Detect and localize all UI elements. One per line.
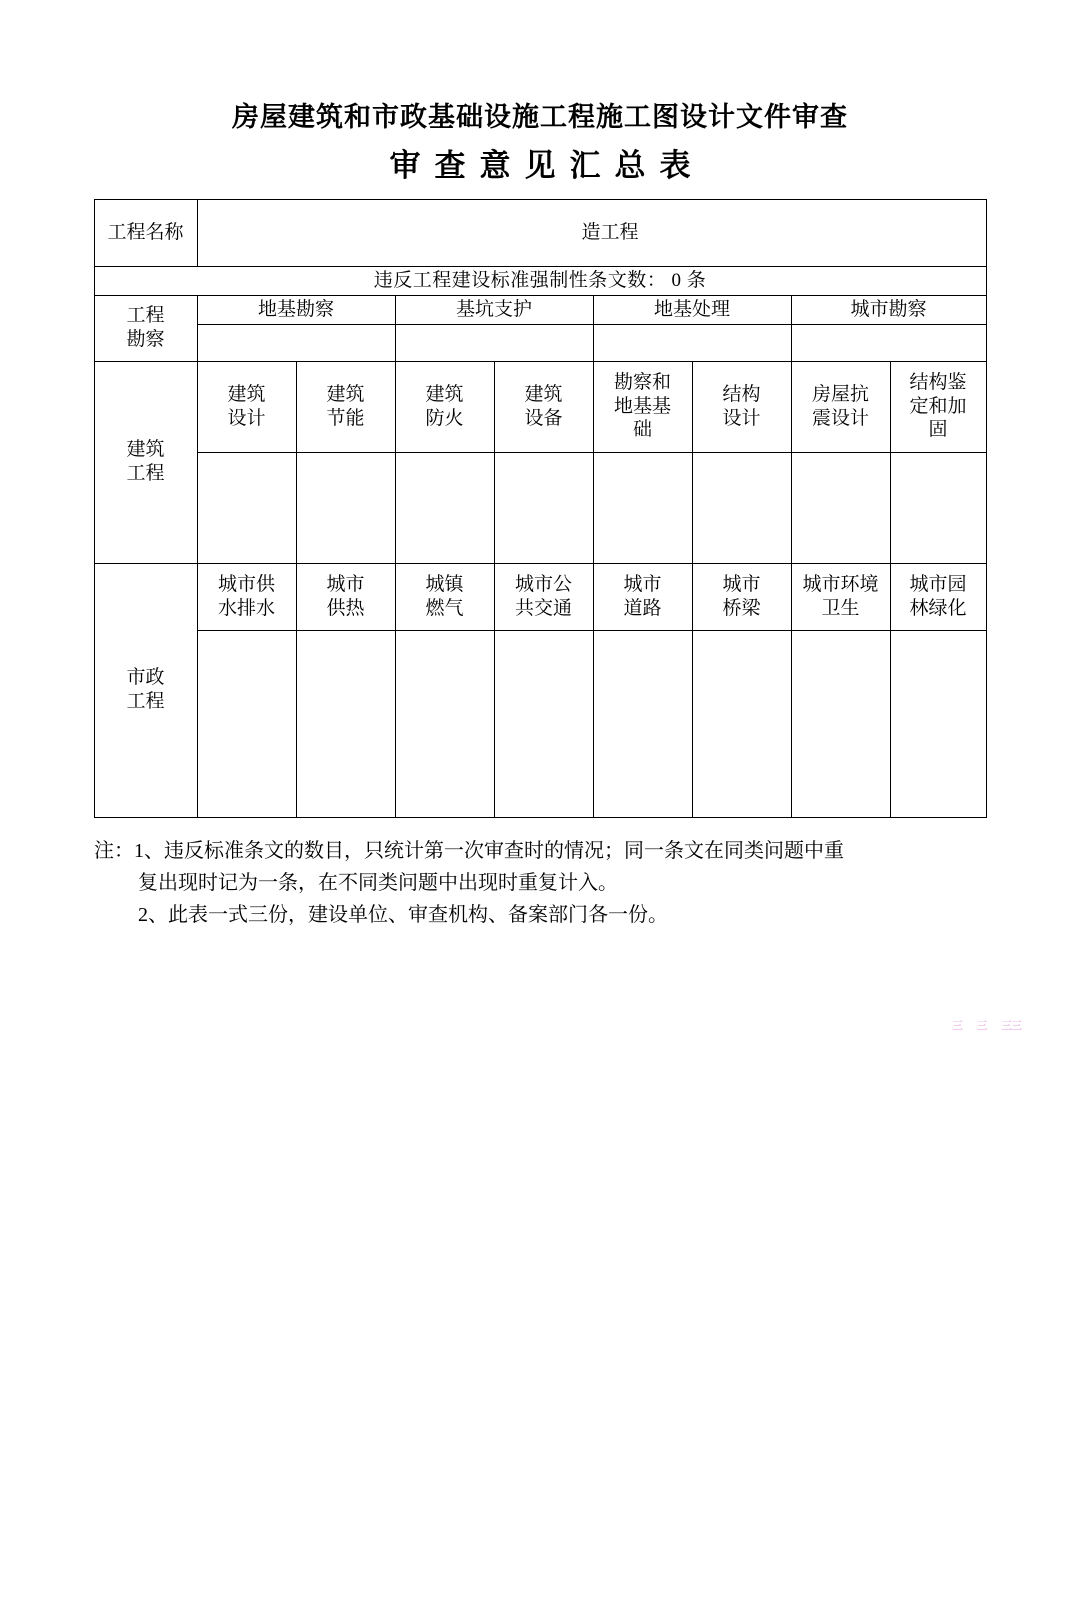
survey-column-0: 地基勘察	[197, 295, 395, 324]
survey-section-label	[94, 295, 197, 361]
note-1-text: 违反标准条文的数目，只统计第一次审查时的情况；同一条文在同类问题中重	[164, 839, 844, 862]
building-section-label-line2: 工程	[126, 463, 165, 484]
building-column-3: 建筑 设备	[494, 361, 593, 452]
building-value-3[interactable]	[494, 452, 593, 563]
building-section-label-line1: 建筑	[126, 439, 165, 461]
building-column-7: 结构鉴 定和加 固	[890, 361, 986, 452]
table-row-municipal-header	[94, 563, 986, 630]
survey-column-3: 城市勘察	[791, 295, 986, 324]
survey-value-3[interactable]	[791, 324, 986, 361]
survey-section-label-line2: 勘察	[126, 329, 165, 351]
municipal-section-label-line1: 市政	[126, 667, 165, 689]
notes-section	[94, 836, 986, 930]
project-name-label: 工程名称	[94, 200, 197, 267]
building-column-4: 勘察和 地基基 础	[593, 361, 692, 452]
table-row-project-name	[94, 200, 986, 267]
page-title-line1: 房屋建筑和市政基础设施工程施工图设计文件审查	[232, 102, 848, 133]
survey-column-2: 地基处理	[593, 295, 791, 324]
table-row-survey-header	[94, 295, 986, 324]
review-summary-table	[94, 199, 987, 818]
building-column-0: 建筑 设计	[197, 361, 296, 452]
municipal-column-5: 城市 桥梁	[692, 563, 791, 630]
note-1-number: 1、	[134, 839, 164, 862]
building-value-4[interactable]	[593, 452, 692, 563]
building-column-2: 建筑 防火	[395, 361, 494, 452]
building-section-label	[94, 361, 197, 563]
project-name-value-cell[interactable]	[197, 200, 986, 267]
survey-value-2[interactable]	[593, 324, 791, 361]
building-column-5: 结构 设计	[692, 361, 791, 452]
note-1-text-line2: 复出现时记为一条，在不同类问题中出现时重复计入。	[138, 871, 618, 894]
survey-column-1: 基坑支护	[395, 295, 593, 324]
survey-value-1[interactable]	[395, 324, 593, 361]
municipal-section-label	[94, 563, 197, 817]
municipal-value-4[interactable]	[593, 630, 692, 817]
municipal-column-1: 城市 供热	[296, 563, 395, 630]
municipal-column-3: 城市公 共交通	[494, 563, 593, 630]
building-column-6: 房屋抗 震设计	[791, 361, 890, 452]
municipal-value-3[interactable]	[494, 630, 593, 817]
municipal-value-0[interactable]	[197, 630, 296, 817]
municipal-column-2: 城镇 燃气	[395, 563, 494, 630]
building-value-7[interactable]	[890, 452, 986, 563]
building-value-6[interactable]	[791, 452, 890, 563]
notes-heading: 注：	[94, 839, 134, 862]
project-name-value: 造工程	[581, 222, 639, 244]
note-2-number: 2、	[138, 903, 168, 926]
municipal-value-2[interactable]	[395, 630, 494, 817]
note-item-2	[94, 900, 986, 930]
municipal-column-0: 城市供 水排水	[197, 563, 296, 630]
note-item-1-cont	[94, 868, 986, 898]
municipal-section-label-line2: 工程	[126, 691, 165, 712]
municipal-value-7[interactable]	[890, 630, 986, 817]
building-column-1: 建筑 节能	[296, 361, 395, 452]
building-value-2[interactable]	[395, 452, 494, 563]
stamp-mark-2: 三	[976, 1020, 987, 1032]
building-value-5[interactable]	[692, 452, 791, 563]
stamp-mark-3: 三三	[1001, 1020, 1021, 1032]
municipal-value-6[interactable]	[791, 630, 890, 817]
municipal-value-5[interactable]	[692, 630, 791, 817]
survey-value-0[interactable]	[197, 324, 395, 361]
note-2-text: 此表一式三份，建设单位、审查机构、备案部门各一份。	[168, 903, 668, 926]
mandatory-clause-count: 违反工程建设标准强制性条文数： 0 条	[94, 267, 986, 296]
municipal-column-7: 城市园 林绿化	[890, 563, 986, 630]
municipal-column-4: 城市 道路	[593, 563, 692, 630]
document-page	[0, 95, 1080, 1622]
municipal-value-1[interactable]	[296, 630, 395, 817]
table-row-municipal-values	[94, 630, 986, 817]
stamp-mark-1: 三	[952, 1020, 962, 1032]
building-value-1[interactable]	[296, 452, 395, 563]
building-value-0[interactable]	[197, 452, 296, 563]
table-row-mandatory-count	[94, 267, 986, 296]
page-title-line2: 审查意见汇总表	[389, 148, 705, 184]
note-item-1	[94, 836, 986, 866]
table-row-survey-values	[94, 324, 986, 361]
watermark-stamp	[952, 1020, 1072, 1060]
survey-section-label-line1: 工程	[126, 305, 165, 327]
table-row-building-header	[94, 361, 986, 452]
municipal-column-6: 城市环境 卫生	[791, 563, 890, 630]
table-row-building-values	[94, 452, 986, 563]
